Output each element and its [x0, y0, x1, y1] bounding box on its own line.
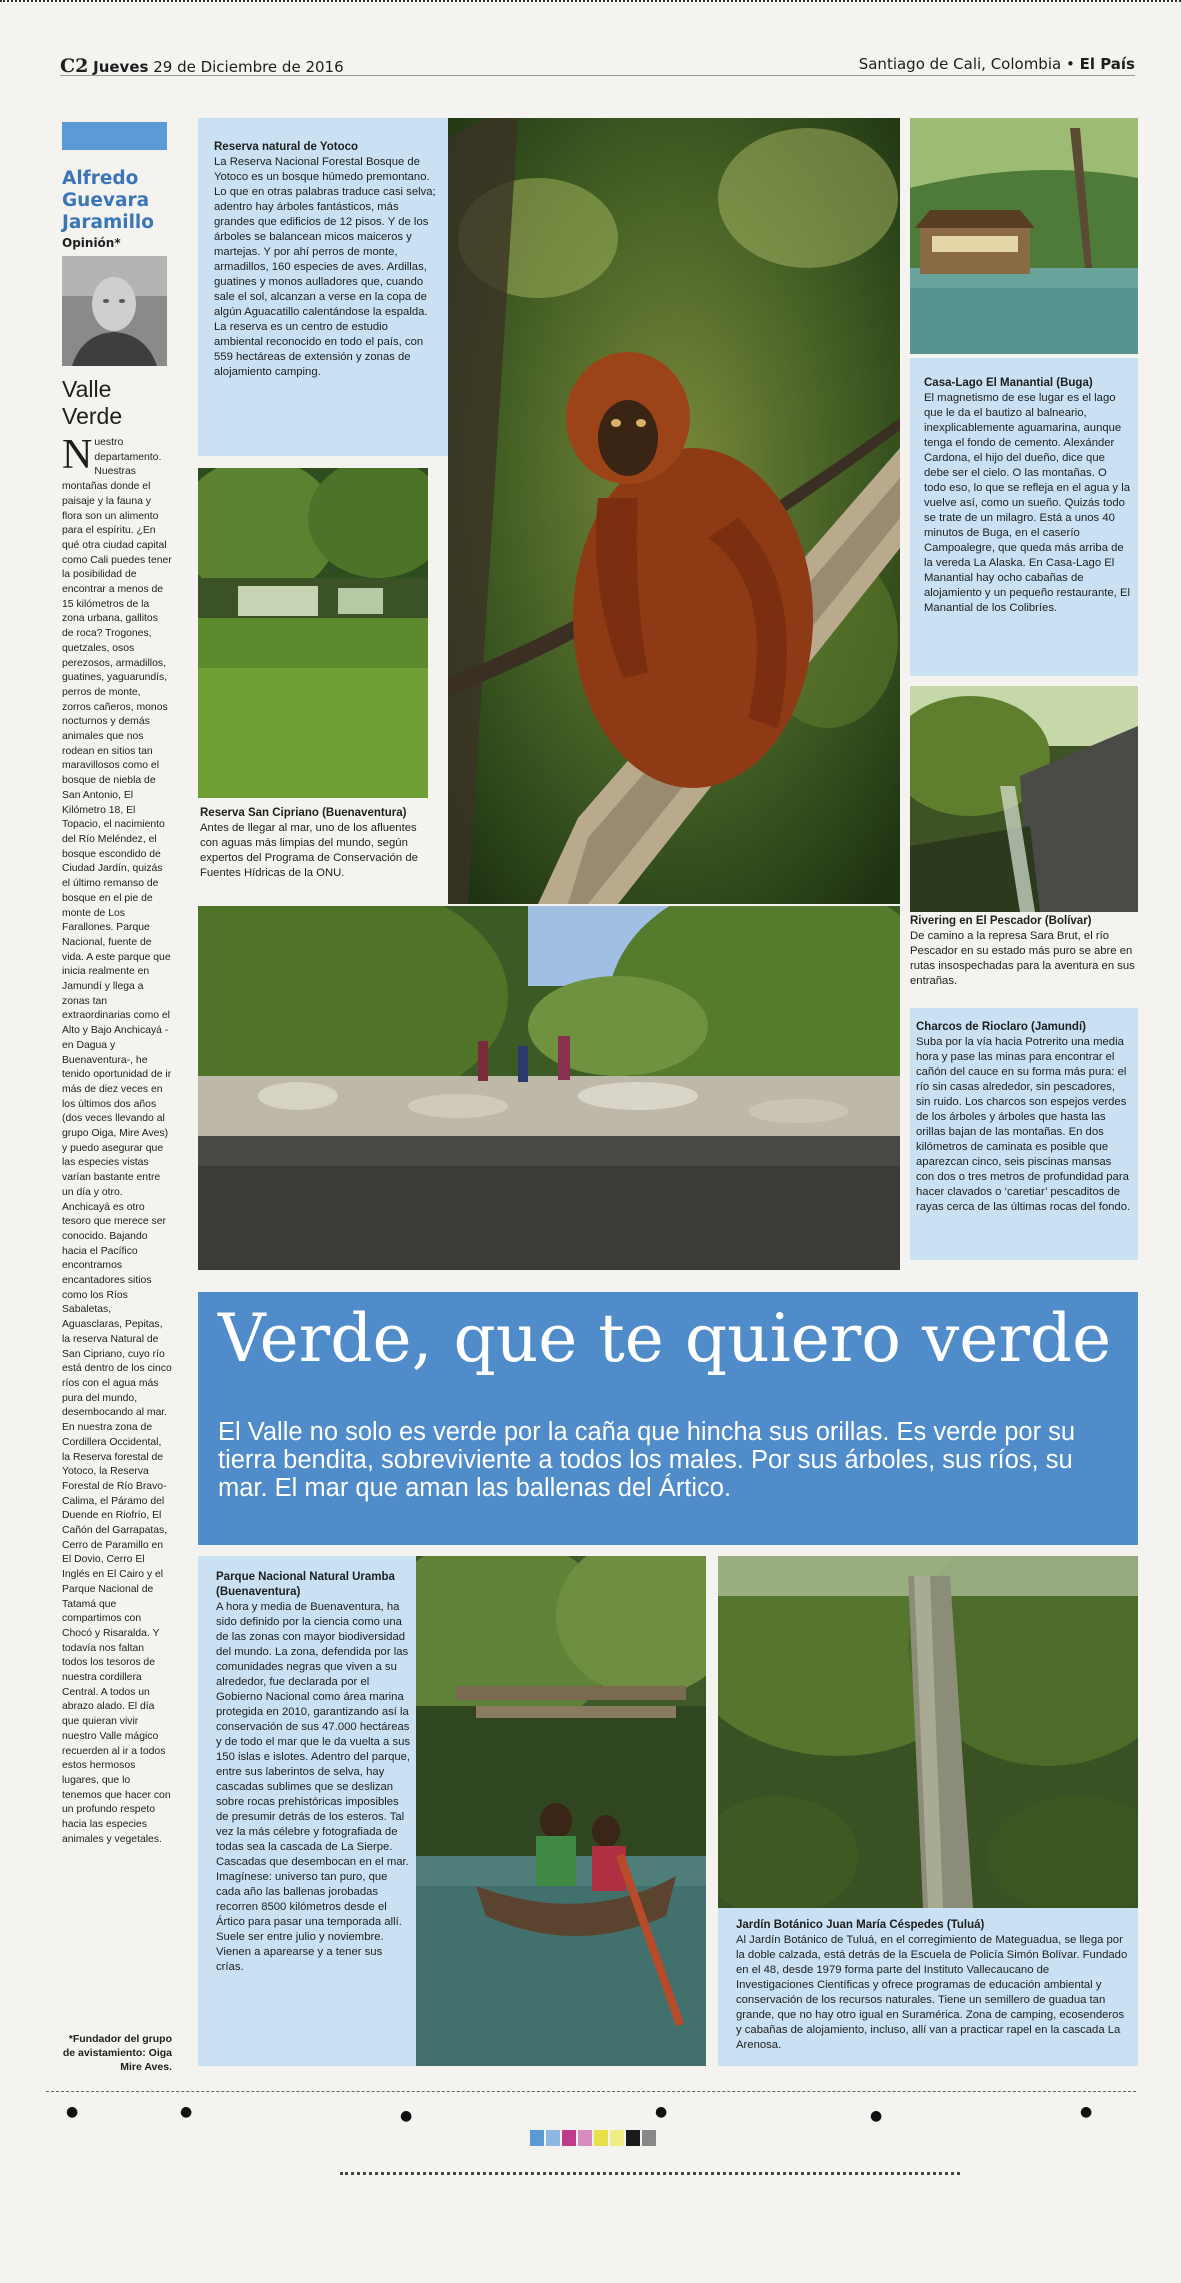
color-swatch-bar	[530, 2130, 658, 2146]
jardin-title: Jardín Botánico Juan María Céspedes (Tuluá)	[736, 1919, 985, 1931]
bottom-cut-line	[340, 2172, 960, 2175]
column-footnote: *Fundador del grupo de avistamiento: Oiga Mire Aves.	[62, 2033, 172, 2073]
swatch-1	[530, 2130, 544, 2146]
manantial-caption	[924, 376, 1130, 616]
canoe-photo	[416, 1556, 706, 2066]
registration-line	[46, 2091, 1136, 2094]
cipriano-caption	[200, 806, 432, 881]
swatch-5	[594, 2130, 608, 2146]
yotoco-title: Reserva natural de Yotoco	[214, 141, 359, 153]
column-body	[62, 432, 172, 1848]
author-tag: Opinión*	[62, 236, 121, 250]
swatch-4	[578, 2130, 592, 2146]
giant-tree-photo	[718, 1556, 1138, 1908]
top-cut-line	[0, 0, 1181, 10]
uramba-title: Parque Nacional Natural Uramba (Buenaventura)	[216, 1571, 395, 1598]
newspaper-name: El País	[1079, 55, 1135, 73]
register-mark-3: ●	[400, 2108, 413, 2124]
register-mark-1: ●	[66, 2104, 79, 2120]
register-mark-6: ●	[1080, 2104, 1093, 2120]
page-header	[60, 55, 1135, 76]
rioclaro-body: Suba por la vía hacia Potrerito una media hora y pase las minas para encontrar el cañón del cauce en su forma más pura: el río sin casas alrededor, sin pescadores, sin ruido. Los charcos son espejos verdes de los árboles y árboles que hasta las orillas bajan de las montañas. En dos kilómetros de caminata es posible que aparezcan cinco, seis piscinas mansas con dos o tres metros de profundidad para hacer clavados o ‘caretiar’ pescaditos de rayas cerca de las últimas rocas del fondo.	[916, 1036, 1131, 1213]
pescador-caption	[910, 914, 1140, 989]
waterfall-photo	[198, 468, 428, 798]
river-canyon-photo	[910, 686, 1138, 912]
manantial-title: Casa-Lago El Manantial (Buga)	[924, 377, 1093, 389]
header-place-group	[859, 55, 1135, 73]
header-date: 29 de Diciembre de 2016	[153, 58, 344, 76]
swatch-3	[562, 2130, 576, 2146]
uramba-caption	[216, 1570, 412, 1975]
rioclaro-title: Charcos de Rioclaro (Jamundí)	[916, 1021, 1086, 1033]
swatch-8	[642, 2130, 656, 2146]
yotoco-body: La Reserva Nacional Forestal Bosque de Yotoco es un bosque húmedo premontano. Lo que en otras palabras traduce casi selva; adentro hay árboles fantásticos, más grandes que edificios de 12 pisos. Y de los árboles se balancean micos maiceros y martejas. Y por ahí perros de monte, armadillos, 160 especies de aves. Ardillas, guatines y monos aulladores que, cuando sale el sol, alcanzan a verse en la copa de algún Aguacatillo calentándose la espalda. La reserva es un centro de estudio ambiental reconocido en todo el país, con 559 hectáreas de extensión y zonas de alojamiento camping.	[214, 156, 436, 378]
pescador-body: De camino a la represa Sara Brut, el río Pescador en su estado más puro se abre en rutas insospechadas para la aventura en sus entrañas.	[910, 930, 1135, 987]
manantial-body: El magnetismo de ese lugar es el lago que le da el bautizo al balneario, inexplicablemente aguamarina, aunque tenga el fondo de cemento. Alexánder Cardona, el hijo del dueño, dice que debe ser el cielo. O las montañas. O todo eso, lo que se refleja en el agua y la vuelve así, como un sueño. Quizás todo se trate de un milagro. Está a unos 40 minutos de Buga, en el caserío Campoalegre, que queda más arriba de la vereda La Alaska. En Casa-Lago El Manantial hay ocho cabañas de alojamiento y un pequeño restaurante, El Manantial de los Colibríes.	[924, 392, 1130, 614]
column-body-text: uestro departamento. Nuestras montañas donde el paisaje y la fauna y flora son un alimento para el espíritu. ¿En qué otra ciudad capital como Cali puedes tener la posibilidad de encontrar a menos de 15 kilómetros de la zona urbana, gallitos de roca? Trogones, quetzales, osos perezosos, armadillos, guatines, yaguarundís, perros de monte, zorros cañeros, monos nocturnos y demás animales que nos rodean en sitios tan maravillosos como el bosque de niebla de San Antonio, El Kilómetro 18, El Topacio, el nacimiento del Río Meléndez, el bosque escondido de Ciudad Jardín, quizás el último remanso de bosque en el pie de monte de Los Farallones. Parque Nacional, fuente de vida. A este parque que inicia realmente en Jamundí y llega a zonas tan extraordinarias como el Alto y Bajo Anchicayá -en Dagua y Buenaventura-, he tenido oportunidad de ir más de diez veces en los últimos dos años (dos veces llevando al grupo Oiga, Mire Aves) y puedo asegurar que las especies vistas varían bastante entre un día y otro. Anchicayá es otro tesoro que merece ser conocido. Bajando hacia el Pacífico encontramos encantadores sitios como los Ríos Sabaletas, Aguasclaras, Pepitas, la reserva Natural de San Cipriano, cuyo río está dentro de los cinco ríos con el agua más pura del mundo, desembocando al mar. En nuestra zona de Cordillera Occidental, la Reserva forestal de Yotoco, la Reserva Forestal de Río Bravo- Calima, el Páramo del Duende en Riofrío, El Cañón del Garrapatas, Cerro de Paramillo en El Dovio, Cerro El Inglés en El Cairo y el Parque Nacional de Tatamá que compartimos con Chocó y Risaralda. Y todavía nos faltan todos los tesoros de nuestra cordillera Central. A todos un abrazo alado. El día que quieran vivir nuestro Valle mágico recuerden al ir a todos estos hermosos lugares, que lo tenemos que hacer con un profundo respeto hacia las especies animales y vegetales.	[62, 437, 172, 1845]
rioclaro-caption	[916, 1020, 1132, 1215]
column-accent-bar	[62, 122, 167, 150]
column-title: Valle Verde	[62, 376, 123, 429]
feature-subtitle: El Valle no solo es verde por la caña que hincha sus orillas. Es verde por su tierra bendita, sobreviviente a todos los males. Por sus árboles, sus ríos, su mar. El mar que aman las ballenas del Ártico.	[218, 1418, 1076, 1502]
yotoco-caption	[214, 140, 436, 380]
jardin-body: Al Jardín Botánico de Tuluá, en el corregimiento de Mateguadua, se llega por la doble calzada, está detrás de la Escuela de Policía Simón Bolívar. Fundado en el 48, desde 1979 forma parte del Instituto Vallecaucano de Investigaciones Científicas y ofrece programas de educación ambiental y conservación de los recursos naturales. Tiene un semillero de guadua tan grande, que no hay otro igual en Suramérica. Zona de camping, ecosenderos y cabañas de alojamiento, incluso, allí van a practicar rapel en la cascada La Arenosa.	[736, 1934, 1128, 2051]
cipriano-body: Antes de llegar al mar, uno de los afluentes con aguas más limpias del mundo, según expertos del Programa de Conservación de Fuentes Hídricas de la ONU.	[200, 822, 418, 879]
register-mark-5: ●	[870, 2108, 883, 2124]
feature-title: Verde, que te quiero verde	[218, 1300, 1112, 1377]
author-name: Alfredo Guevara Jaramillo	[62, 168, 154, 233]
river-hikers-photo	[198, 906, 900, 1270]
register-mark-2: ●	[180, 2104, 193, 2120]
pescador-title: Rivering en El Pescador (Bolívar)	[910, 915, 1092, 927]
swatch-7	[626, 2130, 640, 2146]
lake-cabin-photo	[910, 118, 1138, 354]
author-portrait	[62, 256, 167, 366]
header-day: Jueves	[93, 58, 149, 76]
swatch-2	[546, 2130, 560, 2146]
cipriano-title: Reserva San Cipriano (Buenaventura)	[200, 807, 407, 819]
jardin-caption	[736, 1918, 1128, 2053]
swatch-6	[610, 2130, 624, 2146]
header-place: Santiago de Cali, Colombia •	[858, 55, 1075, 73]
register-mark-4: ●	[655, 2104, 668, 2120]
page-number: C2	[60, 55, 89, 77]
red-howler-monkey-photo	[448, 118, 900, 904]
drop-cap: N	[62, 432, 93, 478]
uramba-body: A hora y media de Buenaventura, ha sido definido por la ciencia como una de las zonas con mayor biodiversidad del mundo. La zona, defendida por las comunidades negras que viven a su alrededor, fue declarada por el Gobierno Nacional como área marina protegida en 2010, garantizando así la conservación de sus 47.000 hectáreas y de todo el mar que le da vuelta a sus 150 islas e islotes. Adentro del parque, entre sus laberintos de selva, hay cascadas sublimes que se deslizan sobre rocas prehistóricas imposibles de presumir detrás de los esteros. Tal vez la más célebre y fotografiada de todas sea la cascada de La Sierpe. Cascadas que desembocan en el mar. Imagínese: universo tan puro, que cada año las ballenas jorobadas recorren 8500 kilómetros desde el Ártico para pasar una temporada allí. Suele ser entre julio y noviembre. Vienen a aparearse y a tener sus crías.	[216, 1601, 411, 1973]
